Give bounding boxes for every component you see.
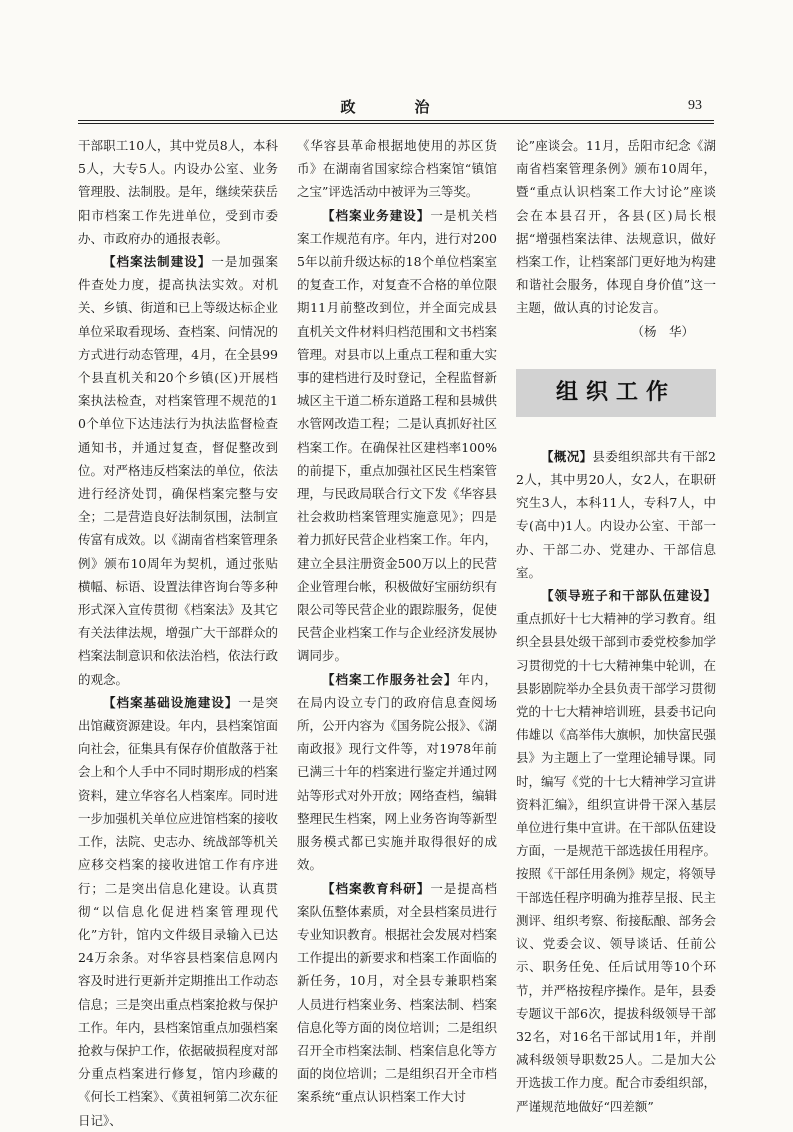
body-archive-service: 年内，在局内设立专门的政府信息查阅场所，公开内容为《国务院公报》、《湖南政报》现行文件等，对1978年前已满三十年的档案进行鉴定并通过网站等形式对外开放；网络查档，编辑整理民生档案，网上业务咨询等新型服务模式都已实施并取得很好的成效。 bbox=[297, 671, 498, 873]
paragraph-overview bbox=[516, 445, 716, 584]
heading-overview: 【概况】 bbox=[541, 448, 593, 464]
body-leadership: 重点抓好十七大精神的学习教育。组织全县县处级干部到市委党校参加学习贯彻党的十七大精神集中轮训，在县影剧院举办全县负责干部学习贯彻党的十七大精神培训班，县委书记向伟雄以《高举伟大旗帜，加快富民强县》为主题上了一堂理论辅导课。同时，编写《党的十七大精神学习宣讲资料汇编》，组织宣讲骨干深入基层单位进行集中宣讲。在干部队伍建设方面，一是规范干部选拔任用程序。按照《干部任用条例》规定，将领导干部选任程序明确为推荐呈报、民主测评、组织考察、衔接酝酿、部务会议、党委会议、领导谈话、任前公示、职务任免、任后试用等10个环节，并严格按程序操作。是年，县委专题议干部6次，提拔科级领导干部32名，对16名干部试用1年，并削减科级领导职数25人。二是加大公开选拔工作力度。配合市委组织部，严谨规范地做好“四差额” bbox=[516, 611, 717, 1114]
body-overview: 县委组织部共有干部22人，其中男20人，女2人，在职研究生3人，本科11人，专科7人，中专(高中)1人。内设办公室、干部一办、干部二办、党建办、干部信息室。 bbox=[516, 448, 716, 580]
paragraph-archive-education bbox=[297, 877, 497, 1109]
page-number: 93 bbox=[688, 98, 702, 113]
header-rule-top bbox=[78, 120, 714, 121]
section-banner bbox=[516, 369, 716, 417]
body-archive-education: 一是提高档案队伍整体素质，对全县档案员进行专业知识教育。根据社会发展对档案工作提出的新要求和档案工作面临的新任务，10月，对全县专兼职档案人员进行档案业务、档案法制、档案信息化等方面的岗位培训；二是组织召开全市档案法制、档案信息化等方面的岗位培训；二是组织召开全市档案系统“重点认识档案工作大讨 bbox=[297, 880, 498, 1105]
paragraph-continued-award: 《华容县革命根据地使用的苏区货币》在湖南省国家综合档案馆“镇馆之宝”评选活动中被评为三等奖。 bbox=[297, 138, 497, 200]
heading-archive-legal: 【档案法制建设】 bbox=[103, 254, 212, 270]
heading-archive-education: 【档案教育科研】 bbox=[322, 880, 431, 896]
paragraph-continued-forum: 论”座谈会。11月，岳阳市纪念《湖南省档案管理条例》颁布10周年，暨“重点认识档案工作大讨论”座谈会在本县召开，各县(区)局长根据“增强档案法律、法规意识，做好档案工作，让档案部门更好地为构建和谐社会服务，体现自身价值”这一主题，做认真的讨论发言。 bbox=[516, 138, 717, 316]
header-rule-bottom bbox=[78, 123, 714, 124]
section-title: 组织工作 bbox=[555, 380, 676, 406]
heading-leadership: 【领导班子和干部队伍建设】 bbox=[541, 588, 716, 604]
paragraph-staff-summary: 干部职工10人，其中党员8人，本科5人，大专5人。内设办公室、业务管理股、法制股。是年，继续荣获岳阳市档案工作先进单位，受到市委办、市政府办的通报表彰。 bbox=[78, 138, 279, 246]
running-title: 政 治 bbox=[340, 98, 452, 116]
body-archive-infrastructure: 一是突出馆藏资源建设。年内，县档案馆面向社会，征集具有保存价值散落于社会上和个人手中不同时期形成的档案资料，建立华容名人档案库。同时进一步加强机关单位应进馆档案的接收工作，法院、史志办、统战部等机关应移交档案的接收进馆工作有序进行；二是突出信息化建设。认真贯彻“以信息化促进档案管理现代化”方针，馆内文件级目录输入已达24万余条。对华容县档案信息网内容及时进行更新并定期推出工作动态信息；三是突出重点档案抢救与保护工作。年内，县档案馆重点加强档案抢救与保护工作，依据破损程度对部分重点档案进行修复，馆内珍藏的《何长工档案》、《黄祖轲第二次东征日记》、 bbox=[78, 694, 279, 1128]
heading-archive-business: 【档案业务建设】 bbox=[322, 207, 431, 223]
paragraph-leadership bbox=[516, 584, 716, 1118]
heading-archive-service: 【档案工作服务社会】 bbox=[322, 671, 458, 687]
paragraph-archive-legal bbox=[78, 250, 278, 691]
text-column-middle bbox=[297, 134, 497, 1109]
paragraph-archive-infrastructure bbox=[78, 691, 278, 1132]
body-archive-business: 一是机关档案工作规范有序。年内，进行对2005年以前升级达标的18个单位档案室的复查工作，对复查不合格的单位限期11月前整改到位，并全面完成县直机关文件材料归档范围和文书档案管理。对县市以上重点工程和重大实事的建档进行及时登记，全程监督新城区主干道二桥东道路工程和县城供水管网改造工程；二是认真抓好社区档案工作。在确保社区建档率100%的前提下，重点加强社区民生档案管理，与民政局联合行文下发《华容县社会救助档案管理实施意见》；四是着力抓好民营企业档案工作。年内，建立全县注册资金500万以上的民营企业管理台帐，积极做好宝丽纺织有限公司等民营企业的跟踪服务，促使民营企业档案工作与企业经济发展协调同步。 bbox=[297, 207, 498, 664]
text-column-left bbox=[78, 134, 278, 1132]
heading-archive-infrastructure: 【档案基础设施建设】 bbox=[103, 694, 239, 710]
text-column-right bbox=[516, 134, 716, 1118]
page-header bbox=[78, 92, 714, 118]
paragraph-archive-business bbox=[297, 204, 497, 668]
paragraph-archive-service bbox=[297, 668, 497, 877]
body-archive-legal: 一是加强案件查处力度，提高执法实效。对机关、乡镇、街道和已上等级达标企业单位采取看现场、查档案、问情况的方式进行动态管理，4月，在全县99个县直机关和20个乡镇(区)开展档案执法检查，对档案管理不规范的10个单位下达违法行为执法监督检查通知书，并通过复查，督促整改到位。对严格违反档案法的单位，依法进行经济处罚，确保档案完整与安全；二是营造良好法制氛围，法制宣传富有成效。以《湖南省档案管理条例》颁布10周年为契机，通过张贴横幅、标语、设置法律咨询台等多种形式深入宣传贯彻《档案法》及其它有关法律法规，增强广大干部群众的档案法制意识和依法治档，依法行政的观念。 bbox=[78, 254, 279, 687]
author-credit: （杨 华） bbox=[631, 323, 694, 339]
